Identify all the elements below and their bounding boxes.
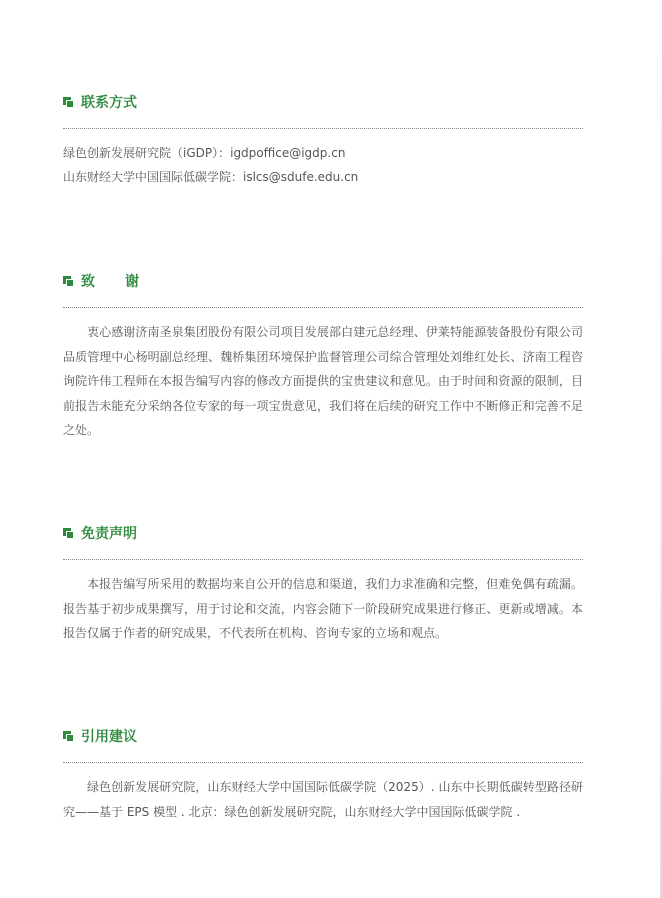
- section-divider: [63, 307, 583, 308]
- section-bullet-icon: [63, 528, 74, 539]
- contact-line-sdufe: 山东财经大学中国国际低碳学院：islcs@sdufe.edu.cn: [63, 170, 359, 184]
- thanks-section: [63, 271, 583, 443]
- thanks-paragraph: 衷心感谢济南圣泉集团股份有限公司项目发展部白建元总经理、伊莱特能源装备股份有限公司品质管理中心杨明副总经理、魏桥集团环境保护监督管理公司综合管理处刘维红处长、济南工程咨询院许伟工程师在本报告编写内容的修改方面提供的宝贵建议和意见。由于时间和资源的限制，目前报告未能充分采纳各位专家的每一项宝贵意见，我们将在后续的研究工作中不断修正和完善不足之处。: [63, 325, 583, 437]
- contact-line-igdp: 绿色创新发展研究院（iGDP）：igdpoffice@igdp.cn: [63, 146, 346, 160]
- disclaimer-section: [63, 523, 583, 646]
- disclaimer-paragraph: 本报告编写所采用的数据均来自公开的信息和渠道，我们力求准确和完整，但难免偶有疏漏。报告基于初步成果撰写，用于讨论和交流，内容会随下一阶段研究成果进行修正、更新或增减。本报告仅属于作者的研究成果，不代表所在机构、咨询专家的立场和观点。: [63, 577, 583, 640]
- contact-heading: [63, 92, 583, 112]
- citation-heading: [63, 726, 583, 746]
- section-divider: [63, 559, 583, 560]
- contact-section: [63, 92, 583, 189]
- thanks-title: 致谢: [81, 274, 169, 290]
- section-bullet-icon: [63, 97, 74, 108]
- disclaimer-heading: [63, 523, 583, 543]
- section-bullet-icon: [63, 731, 74, 742]
- citation-section: [63, 726, 583, 824]
- citation-paragraph: 绿色创新发展研究院，山东财经大学中国国际低碳学院（2025）. 山东中长期低碳转型路径研究——基于 EPS 模型 . 北京：绿色创新发展研究院，山东财经大学中国国际低碳学院 .: [63, 780, 583, 819]
- section-divider: [63, 762, 583, 763]
- contact-title: 联系方式: [81, 95, 137, 111]
- thanks-heading: [63, 271, 583, 291]
- citation-title: 引用建议: [81, 729, 137, 745]
- section-divider: [63, 128, 583, 129]
- disclaimer-title: 免责声明: [81, 526, 137, 542]
- section-bullet-icon: [63, 276, 74, 287]
